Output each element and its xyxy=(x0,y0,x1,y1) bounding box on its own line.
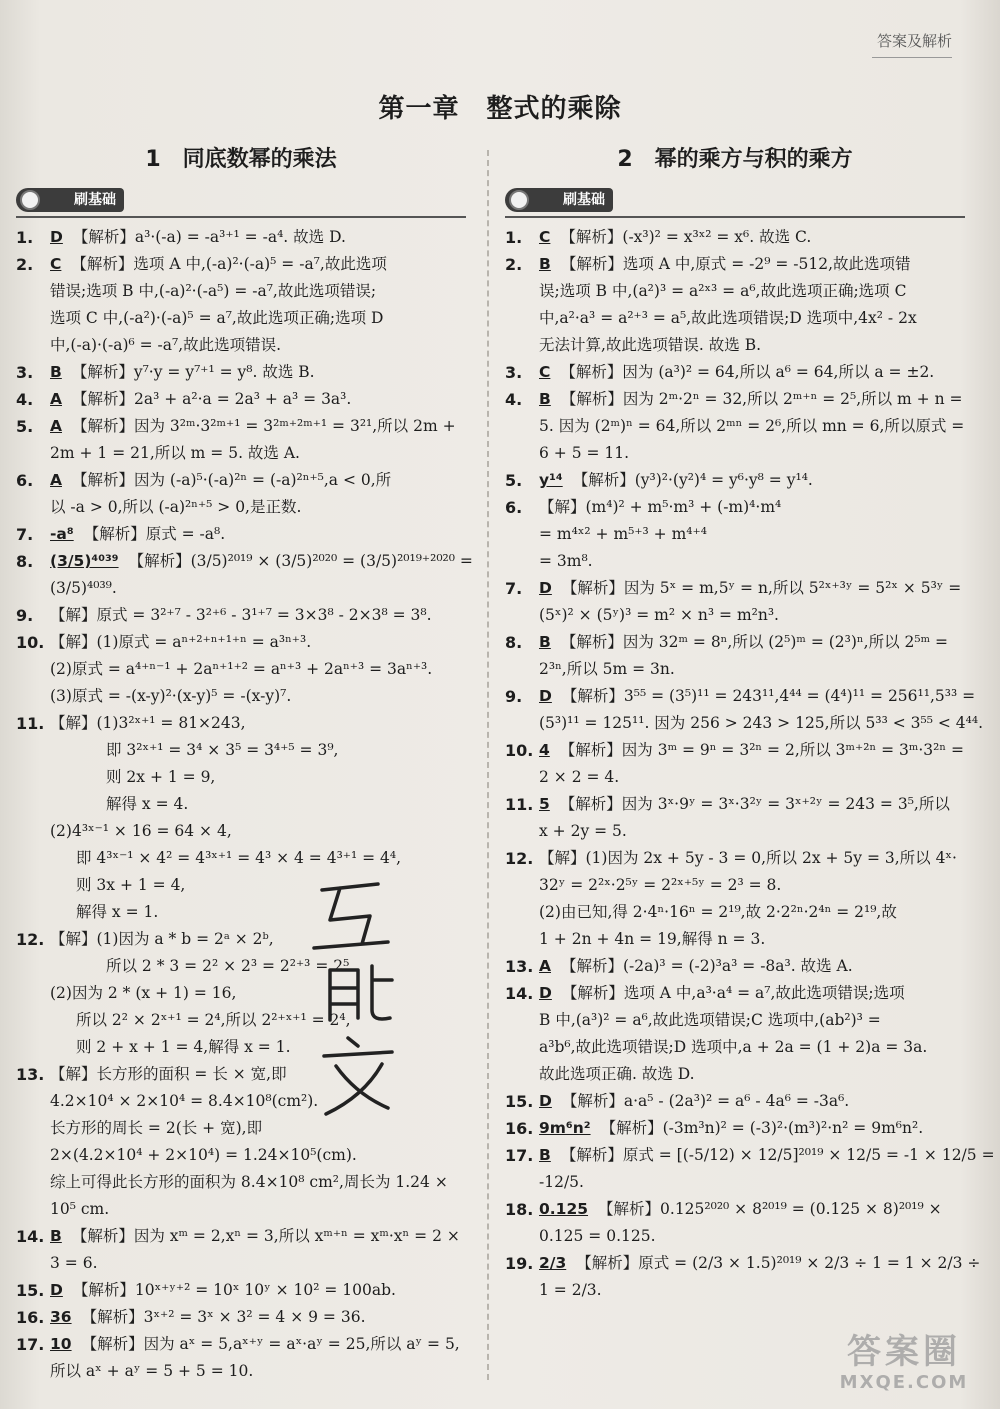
question-number: 1. xyxy=(505,228,523,247)
solution-continuation: 中,(-a)·(-a)⁶ = -a⁷,故此选项错误. xyxy=(50,336,282,354)
watermark-en: MXQE.COM xyxy=(839,1372,969,1393)
solution-text: 【解析】因为 3ˣ·9ʸ = 3ˣ·3²ʸ = 3ˣ⁺²ʸ = 243 = 3⁵,所以 xyxy=(559,795,950,813)
solution-continuation: 以 -a > 0,所以 (-a)²ⁿ⁺⁵ > 0,是正数. xyxy=(50,498,302,516)
solution-continuation: (2)4³ˣ⁻¹ × 16 = 64 × 4, xyxy=(50,822,232,840)
solution-continuation: 则 2x + 1 = 9, xyxy=(106,768,216,786)
question-number: 17. xyxy=(16,1335,45,1354)
question-number: 10. xyxy=(505,741,534,760)
answer-item xyxy=(16,467,466,494)
solution-continuation: = 3m⁸. xyxy=(539,552,593,570)
right-column xyxy=(505,140,995,1304)
question-number: 15. xyxy=(16,1281,45,1300)
brush-icon xyxy=(509,190,529,210)
answer-item xyxy=(505,494,965,521)
solution-continuation: 10⁵ cm. xyxy=(50,1200,110,1218)
solution-text: 【解析】0.125²⁰²⁰ × 8²⁰¹⁹ = (0.125 × 8)²⁰¹⁹ × xyxy=(598,1200,942,1218)
question-number: 13. xyxy=(16,1065,45,1084)
question-number: 13. xyxy=(505,957,534,976)
question-number: 2. xyxy=(16,255,34,274)
solution-text: 【解析】因为 3ᵐ = 9ⁿ = 3²ⁿ = 2,所以 3ᵐ⁺²ⁿ = 3ᵐ·3²ⁿ = xyxy=(559,741,964,759)
answer-choice: 10 xyxy=(50,1335,72,1353)
solution-continuation: 解得 x = 4. xyxy=(106,795,189,813)
solution-continuation: 长方形的周长 = 2(长 + 宽),即 xyxy=(50,1119,263,1137)
answer-choice: A xyxy=(50,471,62,489)
solution-text: 【解】原式 = 3²⁺⁷ - 3²⁺⁶ - 3¹⁺⁷ = 3×3⁸ - 2×3⁸ = 3⁸. xyxy=(50,606,432,624)
answer-item xyxy=(505,1088,965,1115)
answer-item xyxy=(505,1250,981,1277)
question-number: 16. xyxy=(16,1308,45,1327)
solution-text: 【解析】因为 3²ᵐ·3²ᵐ⁺¹ = 3²ᵐ⁺²ᵐ⁺¹ = 3²¹,所以 2m + xyxy=(72,417,456,435)
answer-item xyxy=(16,548,473,575)
solution-continuation: 中,a²·a³ = a²⁺³ = a⁵,故此选项错误;D 选项中,4x² - 2x xyxy=(539,309,917,327)
solution-text: 【解】长方形的面积 = 长 × 宽,即 xyxy=(50,1065,287,1083)
brush-icon xyxy=(20,190,40,210)
solution-continuation: (3)原式 = -(x-y)²·(x-y)⁵ = -(x-y)⁷. xyxy=(50,687,292,705)
answer-item xyxy=(16,251,466,278)
solution-continuation: 2³ⁿ,所以 5m = 3n. xyxy=(539,660,675,678)
solution-continuation: 选项 C 中,(-a²)·(-a)⁵ = a⁷,故此选项正确;选项 D xyxy=(50,309,384,327)
answer-choice: B xyxy=(50,363,62,381)
solution-text: 【解析】y⁷·y = y⁷⁺¹ = y⁸. 故选 B. xyxy=(71,363,315,381)
solution-continuation: 所以 aˣ + aʸ = 5 + 5 = 10. xyxy=(50,1362,254,1380)
answer-choice: B xyxy=(539,633,551,651)
left-banner-badge xyxy=(16,188,124,212)
solution-continuation: (2)由已知,得 2·4ⁿ·16ⁿ = 2¹⁹,故 2·2²ⁿ·2⁴ⁿ = 2¹⁹,故 xyxy=(539,903,897,921)
answer-choice: A xyxy=(50,417,62,435)
question-number: 7. xyxy=(16,525,34,544)
solution-continuation: 所以 2 * 3 = 2² × 2³ = 2²⁺³ = 2⁵. xyxy=(106,957,355,975)
answer-choice: 4 xyxy=(539,741,550,759)
question-number: 3. xyxy=(16,363,34,382)
right-banner-label: 刷基础 xyxy=(563,192,605,208)
watermark xyxy=(824,1331,984,1401)
answer-choice: 9m⁶n² xyxy=(539,1119,591,1137)
left-answer-list xyxy=(16,224,473,1385)
solution-continuation: (3/5)⁴⁰³⁹. xyxy=(50,579,117,597)
question-number: 14. xyxy=(505,984,534,1003)
answer-item xyxy=(505,683,976,710)
question-number: 5. xyxy=(505,471,523,490)
solution-continuation: 即 3²ˣ⁺¹ = 3⁴ × 3⁵ = 3⁴⁺⁵ = 3⁹, xyxy=(106,741,339,759)
answer-choice: 2/3 xyxy=(539,1254,567,1272)
answer-item xyxy=(16,521,466,548)
solution-text: 【解析】(-x³)² = x³ˣ² = x⁶. 故选 C. xyxy=(560,228,812,246)
solution-text: 【解】(m⁴)² + m⁵·m³ + (-m)⁴·m⁴ xyxy=(539,498,782,516)
question-number: 8. xyxy=(505,633,523,652)
solution-text: 【解析】a³·(-a) = -a³⁺¹ = -a⁴. 故选 D. xyxy=(72,228,346,246)
question-number: 10. xyxy=(16,633,45,652)
solution-text: 【解析】因为 aˣ = 5,aˣ⁺ʸ = aˣ·aʸ = 25,所以 aʸ = 5, xyxy=(81,1335,460,1353)
solution-continuation: 1 = 2/3. xyxy=(539,1281,602,1299)
question-number: 11. xyxy=(505,795,534,814)
solution-text: 【解析】(y³)²·(y²)⁴ = y⁶·y⁸ = y¹⁴. xyxy=(572,471,813,489)
answer-item xyxy=(505,386,965,413)
solution-text: 【解析】原式 = [(-5/12) × 12/5]²⁰¹⁹ × 12/5 = -1 × 12/5 = xyxy=(560,1146,995,1164)
answer-item xyxy=(16,359,466,386)
answer-choice: D xyxy=(539,984,552,1002)
answer-item xyxy=(505,629,965,656)
solution-text: 【解析】(3/5)²⁰¹⁹ × (3/5)²⁰²⁰ = (3/5)²⁰¹⁹⁺²⁰²⁰ = xyxy=(128,552,473,570)
solution-text: 【解析】因为 32ᵐ = 8ⁿ,所以 (2⁵)ᵐ = (2³)ⁿ,所以 2⁵ᵐ = xyxy=(560,633,948,651)
question-number: 19. xyxy=(505,1254,534,1273)
right-banner-badge xyxy=(505,188,613,212)
solution-text: 【解析】因为 (-a)⁵·(-a)²ⁿ = (-a)²ⁿ⁺⁵,a < 0,所 xyxy=(72,471,392,489)
question-number: 3. xyxy=(505,363,523,382)
solution-continuation: a³b⁶,故此选项错误;D 选项中,a + 2a = (1 + 2)a = 3a. xyxy=(539,1038,928,1056)
answer-choice: B xyxy=(50,1227,62,1245)
answer-item xyxy=(505,575,965,602)
answer-item xyxy=(16,224,466,251)
solution-continuation: 则 2 + x + 1 = 4,解得 x = 1. xyxy=(76,1038,291,1056)
answer-choice: B xyxy=(539,1146,551,1164)
answer-choice: B xyxy=(539,255,551,273)
answer-item xyxy=(505,467,965,494)
answer-choice: 5 xyxy=(539,795,550,813)
answer-item xyxy=(505,1196,965,1223)
solution-continuation: 5. 因为 (2ᵐ)ⁿ = 64,所以 2ᵐⁿ = 2⁶,所以 mn = 6,所以原式 = xyxy=(539,417,965,435)
solution-continuation: 2m + 1 = 21,所以 m = 5. 故选 A. xyxy=(50,444,300,462)
answer-choice: D xyxy=(50,228,63,246)
solution-continuation: 6 + 5 = 11. xyxy=(539,444,630,462)
answer-item xyxy=(16,629,466,656)
solution-text: 【解】(1)因为 a * b = 2ᵃ × 2ᵇ, xyxy=(50,930,274,948)
left-column xyxy=(16,140,473,1385)
left-section-title: 1 同底数幂的乘法 xyxy=(145,147,337,172)
question-number: 5. xyxy=(16,417,34,436)
question-number: 16. xyxy=(505,1119,534,1138)
question-number: 12. xyxy=(16,930,45,949)
answer-choice: A xyxy=(50,390,62,408)
question-number: 12. xyxy=(505,849,534,868)
solution-continuation: 无法计算,故此选项错误. 故选 B. xyxy=(539,336,762,354)
solution-continuation: 错误;选项 B 中,(-a)²·(-a⁵) = -a⁷,故此选项错误; xyxy=(50,282,377,300)
question-number: 4. xyxy=(16,390,34,409)
left-banner-label: 刷基础 xyxy=(74,192,116,208)
answer-item xyxy=(505,1115,965,1142)
solution-continuation: (2)原式 = a⁴⁺ⁿ⁻¹ + 2aⁿ⁺¹⁺² = aⁿ⁺³ + 2aⁿ⁺³ = 3aⁿ⁺³. xyxy=(50,660,433,678)
solution-continuation: 2 × 2 = 4. xyxy=(539,768,620,786)
solution-continuation: 0.125 = 0.125. xyxy=(539,1227,656,1245)
solution-continuation: 误;选项 B 中,(a²)³ = a²ˣ³ = a⁶,故此选项正确;选项 C xyxy=(539,282,907,300)
solution-text: 【解析】因为 (a³)² = 64,所以 a⁶ = 64,所以 a = ±2. xyxy=(560,363,935,381)
solution-text: 【解析】选项 A 中,原式 = -2⁹ = -512,故此选项错 xyxy=(560,255,911,273)
solution-text: 【解析】因为 5ˣ = m,5ʸ = n,所以 5²ˣ⁺³ʸ = 5²ˣ × 5³ʸ = xyxy=(561,579,962,597)
answer-choice: -a⁸ xyxy=(50,525,74,543)
answer-choice: 0.125 xyxy=(539,1200,589,1218)
question-number: 15. xyxy=(505,1092,534,1111)
solution-continuation: 故此选项正确. 故选 D. xyxy=(539,1065,695,1083)
solution-text: 【解析】2a³ + a²·a = 2a³ + a³ = 3a³. xyxy=(72,390,352,408)
answer-choice: D xyxy=(539,1092,552,1110)
answer-item xyxy=(16,1277,466,1304)
solution-text: 【解析】原式 = -a⁸. xyxy=(83,525,226,543)
question-number: 2. xyxy=(505,255,523,274)
solution-text: 【解析】因为 2ᵐ·2ⁿ = 32,所以 2ᵐ⁺ⁿ = 2⁵,所以 m + n = xyxy=(560,390,963,408)
solution-continuation: 解得 x = 1. xyxy=(76,903,159,921)
solution-continuation: 则 3x + 1 = 4, xyxy=(76,876,186,894)
question-number: 11. xyxy=(16,714,45,733)
answer-choice: C xyxy=(50,255,62,273)
left-banner xyxy=(16,188,466,218)
answer-choice: A xyxy=(539,957,551,975)
solution-continuation: B 中,(a³)² = a⁶,故此选项错误;C 选项中,(ab²)³ = xyxy=(539,1011,881,1029)
right-section-title: 2 幂的乘方与积的乘方 xyxy=(617,147,853,172)
answer-item xyxy=(16,386,466,413)
answer-item xyxy=(505,845,965,872)
answer-choice: C xyxy=(539,228,551,246)
answer-item xyxy=(16,602,466,629)
solution-text: 【解析】原式 = (2/3 × 1.5)²⁰¹⁹ × 2/3 ÷ 1 = 1 × 2/3 ÷ xyxy=(576,1254,981,1272)
answer-item xyxy=(505,251,965,278)
answer-item xyxy=(16,1223,466,1250)
solution-continuation: (2)因为 2 * (x + 1) = 16, xyxy=(50,984,237,1002)
solution-continuation: = m⁴ˣ² + m⁵⁺³ + m⁴⁺⁴ xyxy=(539,525,707,543)
question-number: 8. xyxy=(16,552,34,571)
answer-item xyxy=(505,359,965,386)
solution-text: 【解】(1)因为 2x + 5y - 3 = 0,所以 2x + 5y = 3,所以 4ˣ· xyxy=(539,849,957,867)
question-number: 14. xyxy=(16,1227,45,1246)
solution-text: 【解】(1)3²ˣ⁺¹ = 81×243, xyxy=(50,714,246,732)
right-banner xyxy=(505,188,965,218)
answer-choice: 36 xyxy=(50,1308,72,1326)
question-number: 6. xyxy=(16,471,34,490)
answer-item xyxy=(505,791,965,818)
answer-item xyxy=(505,980,965,1007)
header-tag: 答案及解析 xyxy=(872,30,952,58)
solution-continuation: 3 = 6. xyxy=(50,1254,98,1272)
solution-continuation: -12/5. xyxy=(539,1173,584,1191)
solution-text: 【解析】因为 xᵐ = 2,xⁿ = 3,所以 xᵐ⁺ⁿ = xᵐ·xⁿ = 2 × xyxy=(71,1227,460,1245)
solution-text: 【解析】3ˣ⁺² = 3ˣ × 3² = 4 × 9 = 36. xyxy=(81,1308,366,1326)
answer-choice: (3/5)⁴⁰³⁹ xyxy=(50,552,119,570)
answer-choice: D xyxy=(539,687,552,705)
solution-text: 【解析】3⁵⁵ = (3⁵)¹¹ = 243¹¹,4⁴⁴ = (4⁴)¹¹ = 256¹¹,5³³ = xyxy=(561,687,976,705)
solution-continuation: 综上可得此长方形的面积为 8.4×10⁸ cm²,周长为 1.24 × xyxy=(50,1173,448,1191)
solution-continuation: 1 + 2n + 4n = 19,解得 n = 3. xyxy=(539,930,766,948)
question-number: 4. xyxy=(505,390,523,409)
solution-text: 【解析】a·a⁵ - (2a³)² = a⁶ - 4a⁶ = -3a⁶. xyxy=(561,1092,850,1110)
answer-choice: D xyxy=(539,579,552,597)
answer-item xyxy=(505,737,965,764)
solution-text: 【解析】选项 A 中,(-a)²·(-a)⁵ = -a⁷,故此选项 xyxy=(71,255,387,273)
question-number: 6. xyxy=(505,498,523,517)
answer-choice: C xyxy=(539,363,551,381)
solution-text: 【解析】选项 A 中,a³·a⁴ = a⁷,故此选项错误;选项 xyxy=(561,984,905,1002)
question-number: 9. xyxy=(505,687,523,706)
solution-text: 【解析】(-2a)³ = (-2)³a³ = -8a³. 故选 A. xyxy=(561,957,853,975)
answer-item xyxy=(505,1142,995,1169)
solution-continuation: (5ˣ)² × (5ʸ)³ = m² × n³ = m²n³. xyxy=(539,606,779,624)
question-number: 17. xyxy=(505,1146,534,1165)
solution-text: 【解析】10ˣ⁺ʸ⁺² = 10ˣ 10ʸ × 10² = 100ab. xyxy=(72,1281,396,1299)
watermark-cn: 答案圈 xyxy=(847,1332,961,1372)
solution-text: 【解析】(-3m³n)² = (-3)²·(m³)²·n² = 9m⁶n². xyxy=(600,1119,924,1137)
answer-choice: y¹⁴ xyxy=(539,471,563,489)
answer-choice: D xyxy=(50,1281,63,1299)
answer-item xyxy=(16,1304,466,1331)
question-number: 1. xyxy=(16,228,34,247)
solution-continuation: 所以 2² × 2ˣ⁺¹ = 2⁴,所以 2²⁺ˣ⁺¹ = 2⁴, xyxy=(76,1011,351,1029)
solution-continuation: x + 2y = 5. xyxy=(539,822,627,840)
chapter-title: 第一章 整式的乘除 xyxy=(378,94,622,124)
question-number: 7. xyxy=(505,579,523,598)
answer-item xyxy=(16,413,466,440)
answer-item xyxy=(16,710,466,737)
solution-continuation: 2×(4.2×10⁴ + 2×10⁴) = 1.24×10⁵(cm). xyxy=(50,1146,357,1164)
question-number: 18. xyxy=(505,1200,534,1219)
answer-item xyxy=(505,953,965,980)
answer-choice: B xyxy=(539,390,551,408)
solution-continuation: 即 4³ˣ⁻¹ × 4² = 4³ˣ⁺¹ = 4³ × 4 = 4³⁺¹ = 4⁴, xyxy=(76,849,402,867)
right-answer-list xyxy=(505,224,995,1304)
solution-continuation: 32ʸ = 2²ˣ·2⁵ʸ = 2²ˣ⁺⁵ʸ = 2³ = 8. xyxy=(539,876,782,894)
solution-continuation: 4.2×10⁴ × 2×10⁴ = 8.4×10⁸(cm²). xyxy=(50,1092,319,1110)
column-divider xyxy=(487,150,489,1380)
solution-text: 【解】(1)原式 = aⁿ⁺²⁺ⁿ⁺¹⁺ⁿ = a³ⁿ⁺³. xyxy=(50,633,312,651)
answer-item xyxy=(505,224,965,251)
handwriting-annotation xyxy=(300,870,420,1130)
solution-continuation: (5³)¹¹ = 125¹¹. 因为 256 > 243 > 125,所以 5³³ < 3⁵⁵ < 4⁴⁴. xyxy=(539,714,983,732)
question-number: 9. xyxy=(16,606,34,625)
answer-item xyxy=(16,1331,466,1358)
